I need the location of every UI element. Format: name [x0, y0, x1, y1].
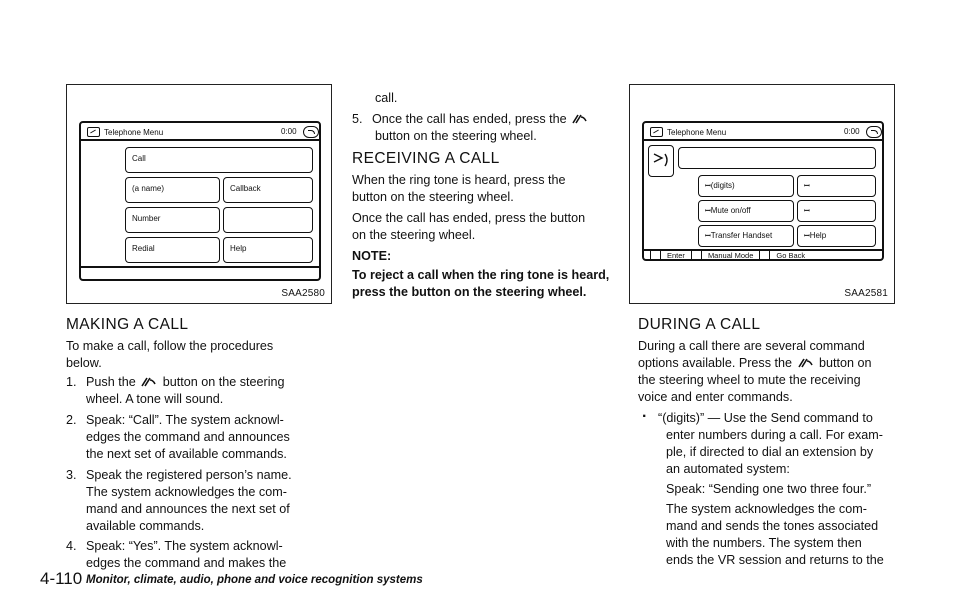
section-title: Monitor, climate, audio, phone and voice recognition systems — [86, 574, 423, 586]
voice-icon: ꟷ — [804, 183, 810, 190]
note-line: To reject a call when the ring tone is heard, — [352, 268, 610, 282]
name-button[interactable]: (a name) — [125, 177, 220, 203]
step-line: mand and announces the next set of — [86, 502, 290, 516]
bullet-line: an automated system: — [666, 462, 790, 476]
step-number: 3. — [66, 468, 77, 482]
phone-menu-icon — [650, 127, 663, 137]
figure-telephone-menu-during-call — [629, 84, 895, 304]
intro-line: To make a call, follow the procedures — [66, 339, 274, 353]
manual-mode-label: Manual Mode — [707, 250, 754, 260]
step-text: button on the steering — [162, 375, 285, 389]
screen-time: 0:00 — [844, 127, 860, 136]
go-back-icon — [759, 250, 770, 260]
paragraph-line: voice and enter commands. — [638, 390, 793, 404]
transfer-handset-button[interactable] — [698, 225, 794, 247]
help-button[interactable]: Help — [223, 237, 313, 263]
back-icon[interactable] — [866, 126, 882, 138]
note-line: press the button on the steering wheel. — [352, 285, 587, 299]
divider — [81, 266, 319, 268]
step-line: Speak the registered person’s name. — [86, 468, 292, 482]
screen-time: 0:00 — [281, 127, 297, 136]
paragraph-line: the steering wheel to mute the receiving — [638, 373, 861, 387]
paragraph-line: During a call there are several command — [638, 339, 865, 353]
bullet-line: ends the VR session and returns to the — [666, 553, 884, 567]
help-label: Help — [809, 231, 827, 240]
screen-title — [650, 127, 726, 137]
bullet: . — [642, 404, 647, 421]
bullet-line: Speak: “Sending one two three four.” — [666, 482, 872, 496]
redial-button[interactable]: Redial — [125, 237, 220, 263]
number-button[interactable]: Number — [125, 207, 220, 233]
phone-button-icon — [570, 112, 590, 126]
step-line: Speak: “Call”. The system acknowl- — [86, 413, 284, 427]
divider — [81, 139, 319, 141]
note-label: NOTE: — [352, 249, 392, 263]
step-line: the next set of available commands. — [86, 447, 287, 461]
digits-button[interactable] — [698, 175, 794, 197]
figure-code: SAA2580 — [281, 288, 325, 299]
heading-receiving-a-call: RECEIVING A CALL — [352, 150, 500, 167]
help-button[interactable] — [797, 225, 876, 247]
step-line: edges the command and announces — [86, 430, 290, 444]
mute-button[interactable] — [698, 200, 794, 222]
phone-button-icon — [139, 375, 159, 389]
step-line: available commands. — [86, 519, 205, 533]
voice-button[interactable] — [797, 200, 876, 222]
step-line: wheel. A tone will sound. — [86, 392, 224, 406]
voice-icon: ꟷ — [705, 233, 711, 240]
step-line: button on the steering wheel. — [375, 129, 537, 143]
paragraph-text: button on — [819, 356, 872, 370]
bullet-line: ple, if directed to dial an extension by — [666, 445, 874, 459]
digits-label: (digits) — [710, 181, 735, 190]
voice-button[interactable] — [797, 175, 876, 197]
page-number: 4-110 — [40, 569, 83, 588]
bullet-line: mand and sends the tones associated — [666, 519, 879, 533]
go-back-label: Go Back — [776, 250, 806, 260]
step-number: 1. — [66, 375, 77, 389]
screen-telephone-menu — [79, 121, 321, 281]
bullet-line: The system acknowledges the com- — [666, 502, 867, 516]
bullet-line: “(digits)” — Use the Send command to — [658, 411, 873, 425]
voice-icon: ꟷ — [705, 208, 711, 215]
enter-icon — [650, 250, 661, 260]
step-text: Push the — [86, 375, 136, 389]
back-icon[interactable] — [303, 126, 319, 138]
paragraph-line: When the ring tone is heard, press the — [352, 173, 566, 187]
step-text: Once the call has ended, press the — [372, 112, 567, 126]
paragraph-text: options available. Press the — [638, 356, 793, 370]
continued-text: call. — [375, 91, 398, 105]
divider — [644, 139, 882, 141]
screen-title — [87, 127, 163, 137]
step-number: 4. — [66, 539, 77, 553]
step-line: edges the command and makes the — [86, 556, 287, 570]
paragraph-line: button on the steering wheel. — [352, 190, 514, 204]
paragraph-line: on the steering wheel. — [352, 228, 476, 242]
heading-making-a-call: MAKING A CALL — [66, 316, 189, 333]
step-number: 5. — [352, 112, 363, 126]
bullet-line: with the numbers. The system then — [666, 536, 862, 550]
bottom-bar — [650, 250, 805, 260]
figure-telephone-menu — [66, 84, 332, 304]
step-line — [372, 111, 590, 128]
voice-prompt-icon — [648, 145, 674, 177]
phone-button-icon — [796, 356, 816, 370]
mute-label: Mute on/off — [710, 206, 751, 215]
voice-icon: ꟷ — [804, 208, 810, 215]
screen-title-text: Telephone Menu — [667, 127, 727, 137]
figure-code: SAA2581 — [844, 288, 888, 299]
call-button[interactable]: Call — [125, 147, 313, 173]
empty-button[interactable] — [223, 207, 313, 233]
screen-telephone-menu — [642, 121, 884, 261]
step-line: Speak: “Yes”. The system acknowl- — [86, 539, 283, 553]
heading-during-a-call: DURING A CALL — [638, 316, 761, 333]
screen-title-text: Telephone Menu — [104, 127, 164, 137]
enter-label: Enter — [667, 250, 685, 260]
manual-mode-icon — [691, 250, 702, 260]
step-line — [86, 374, 285, 391]
bullet-line: enter numbers during a call. For exam- — [666, 428, 883, 442]
step-number: 2. — [66, 413, 77, 427]
voice-icon: ꟷ — [705, 183, 711, 190]
step-line: The system acknowledges the com- — [86, 485, 287, 499]
transfer-label: Transfer Handset — [710, 231, 773, 240]
phone-menu-icon — [87, 127, 100, 137]
input-display — [678, 147, 876, 169]
voice-icon: ꟷ — [804, 233, 810, 240]
paragraph-line — [638, 355, 872, 372]
intro-line: below. — [66, 356, 102, 370]
paragraph-line: Once the call has ended, press the button — [352, 211, 586, 225]
callback-button[interactable]: Callback — [223, 177, 313, 203]
